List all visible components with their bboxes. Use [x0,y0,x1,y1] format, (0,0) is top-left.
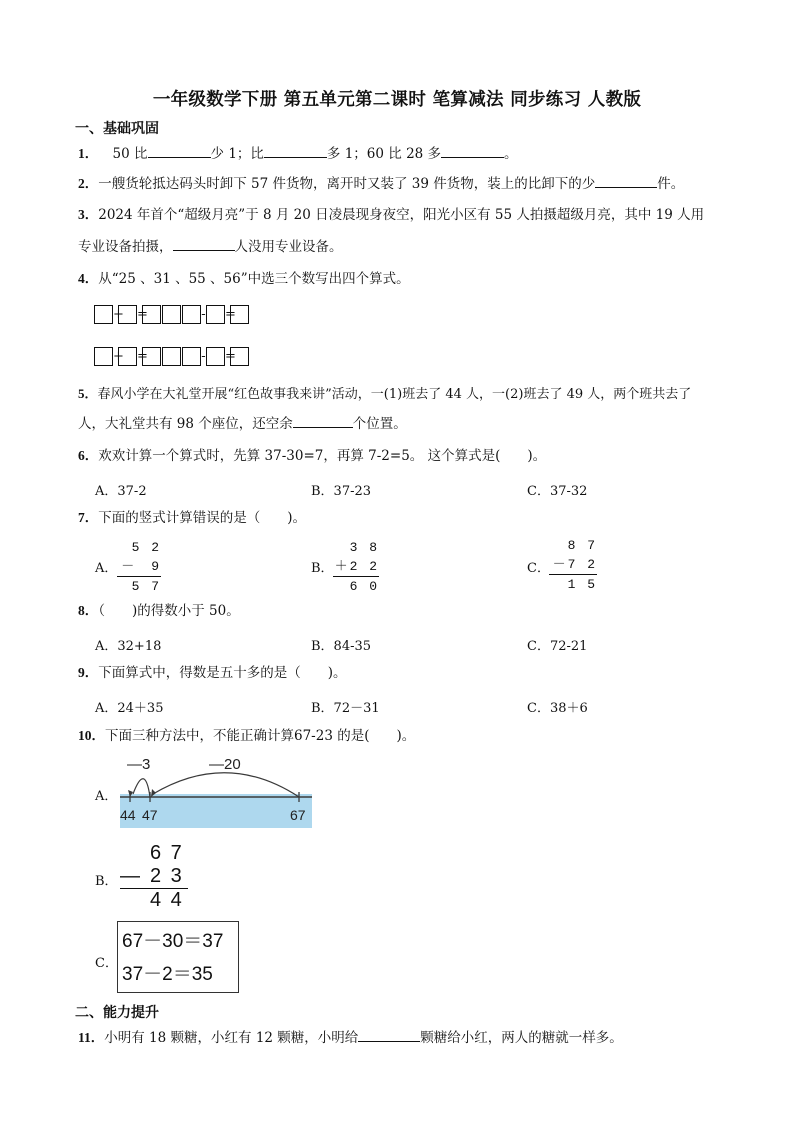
question-10 [78,725,415,747]
question-number: 11． [78,1030,105,1045]
question-number: 4． [78,271,99,286]
q1-text-part: 少 1；比 [210,146,264,162]
question-number: 3． [78,207,99,222]
answer-box[interactable] [142,305,161,324]
q9-option-b[interactable]: B．72－31 [311,701,380,716]
answer-box[interactable] [162,305,181,324]
vertical-top: 5 2 [131,540,161,555]
answer-box[interactable] [118,347,137,366]
q1-blank-2[interactable] [264,143,327,158]
q3-text-line1: 2024 年首个“超级月亮”于 8 月 20 日凌晨现身夜空，阳光小区有 55 人拍摄超级月亮，其中 19 人用 [98,207,705,223]
minus-sign: — [120,865,140,887]
answer-box[interactable] [162,347,181,366]
question-number: 10． [78,728,105,743]
page-title: 一年级数学下册 第五单元第二课时 笔算减法 同步练习 人教版 [152,90,642,110]
q11-text-b: 颗糖给小红，两人的糖就一样多。 [420,1030,623,1046]
equals-sign: = [225,307,236,322]
q2-text: 一艘货轮抵达码头时卸下 57 件货物，离开时又装了 39 件货物，装上的比卸下的少 [98,176,596,192]
jump-label-minus-3: —3 [127,756,151,773]
equals-sign: = [137,307,148,322]
q6-option-c[interactable]: C．37-32 [527,484,588,499]
q5-text-line1: 春风小学在大礼堂开展“红色故事我来讲”活动，一(1)班去了 44 人，一(2)班去了 49 人，两个班共去了 [97,387,692,402]
q7-text: 下面的竖式计算错误的是（ )。 [98,510,307,526]
q3-blank[interactable] [173,236,235,251]
answer-box[interactable] [182,347,201,366]
question-7 [78,507,306,529]
equation-line-2: 37－2＝35 [122,964,213,985]
q9-text: 下面算式中，得数是五十多的是（ )。 [98,665,347,681]
equals-sign: = [137,349,148,364]
vertical-mid: － 9 [121,559,161,574]
section-heading-advanced: 二、能力提升 [75,1005,159,1021]
q10-option-c-label[interactable]: C． [95,956,118,971]
answer-box[interactable] [94,347,113,366]
equals-sign: = [225,349,236,364]
question-4 [78,268,410,290]
question-3-line2 [78,236,343,258]
q5-text-line2a: 人，大礼堂共有 98 个座位，还空余 [78,416,293,432]
minus-sign: - [201,307,206,322]
q4-equation-row-1 [94,305,249,324]
question-number: 8． [78,603,99,618]
vertical-mid: ＋2 2 [334,559,379,574]
vertical-mid: 2 3 [150,865,184,887]
q2-blank[interactable] [595,173,657,188]
vertical-top: 8 7 [567,538,597,553]
question-2 [78,173,684,195]
q6-text: 欢欢计算一个算式时，先算 37-30=7，再算 7-2=5。 这个算式是( )。 [98,448,547,464]
q7-option-c-label[interactable]: C． [527,561,550,576]
q4-text: 从“25 、31 、55 、56”中选三个数写出四个算式。 [98,271,410,287]
q11-blank[interactable] [358,1027,420,1042]
equation-line-1: 67－30＝37 [122,931,224,952]
question-5-line2 [78,413,407,435]
q7-option-b-label[interactable]: B． [311,561,334,576]
vertical-result: 5 7 [117,576,161,596]
question-6 [78,445,546,467]
vertical-result: 1 5 [549,574,597,594]
question-1 [78,143,518,165]
q4-equation-row-2 [94,347,249,366]
q10-option-b-label[interactable]: B． [95,874,118,889]
vertical-mid-row [120,865,188,888]
plus-sign: + [113,349,124,364]
tick-label-44: 44 [120,807,136,823]
question-5 [78,383,691,406]
vertical-top: 6 7 [150,842,184,864]
q9-option-c[interactable]: C．38＋6 [527,701,588,716]
tick-label-67: 67 [290,807,306,823]
q10-option-a-label[interactable]: A． [95,789,118,804]
q1-blank-3[interactable] [441,143,504,158]
q8-option-c[interactable]: C．72-21 [527,639,588,654]
vertical-result: 6 0 [333,576,379,596]
answer-box[interactable] [206,347,225,366]
question-number: 9． [78,665,99,680]
q1-text-part: 50 比 [112,146,148,162]
q7-option-a-vertical [117,538,161,596]
answer-box[interactable] [230,305,249,324]
q3-text-line2b: 人没用专业设备。 [234,239,343,255]
q6-option-b[interactable]: B．37-23 [311,484,372,499]
question-3 [78,204,704,226]
q5-text-line2b: 个位置。 [352,416,407,432]
minus-sign: - [201,349,206,364]
jump-label-minus-20: —20 [209,756,241,773]
answer-box[interactable] [118,305,137,324]
q9-option-a[interactable]: A．24＋35 [95,701,164,716]
q8-option-b[interactable]: B．84-35 [311,639,372,654]
vertical-mid: －7 2 [552,557,597,572]
answer-box[interactable] [230,347,249,366]
answer-box[interactable] [182,305,201,324]
q7-option-a-label[interactable]: A． [95,561,118,576]
q7-option-b-vertical [333,538,379,596]
q11-text-a: 小明有 18 颗糖，小红有 12 颗糖，小明给 [104,1030,359,1046]
question-number: 7． [78,510,99,525]
q8-text: （ )的得数小于 50。 [98,603,240,619]
answer-box[interactable] [94,305,113,324]
q6-option-a[interactable]: A．37-2 [95,484,147,499]
q1-text-part: 多 1；60 比 28 多 [326,146,442,162]
question-11 [78,1027,623,1049]
q10-option-c-box [117,921,239,993]
q7-option-c-vertical [549,536,597,594]
question-9 [78,662,347,684]
question-number: 6． [78,448,99,463]
question-number: 2． [78,176,99,191]
q3-text-line2a: 专业设备拍摄， [78,239,173,255]
answer-box[interactable] [142,347,161,366]
question-number: 5． [78,386,98,401]
question-number: 1． [78,146,99,161]
plus-sign: + [113,307,124,322]
answer-box[interactable] [206,305,225,324]
q10-text: 下面三种方法中，不能正确计算67-23 的是( )。 [105,728,416,744]
q5-blank[interactable] [293,413,353,428]
tick-label-47: 47 [142,807,158,823]
vertical-result: 4 4 [120,888,188,912]
vertical-top: 3 8 [349,540,379,555]
jump-arc-large [153,773,299,797]
q1-blank-1[interactable] [148,143,211,158]
q10-number-line-figure [117,752,315,832]
section-heading-basics: 一、基础巩固 [75,121,159,137]
q1-text-part: 。 [504,146,518,162]
q10-option-b-vertical [120,842,188,912]
question-8 [78,600,240,622]
q2-text-end: 件。 [657,176,685,192]
q8-option-a[interactable]: A．32+18 [95,639,162,654]
